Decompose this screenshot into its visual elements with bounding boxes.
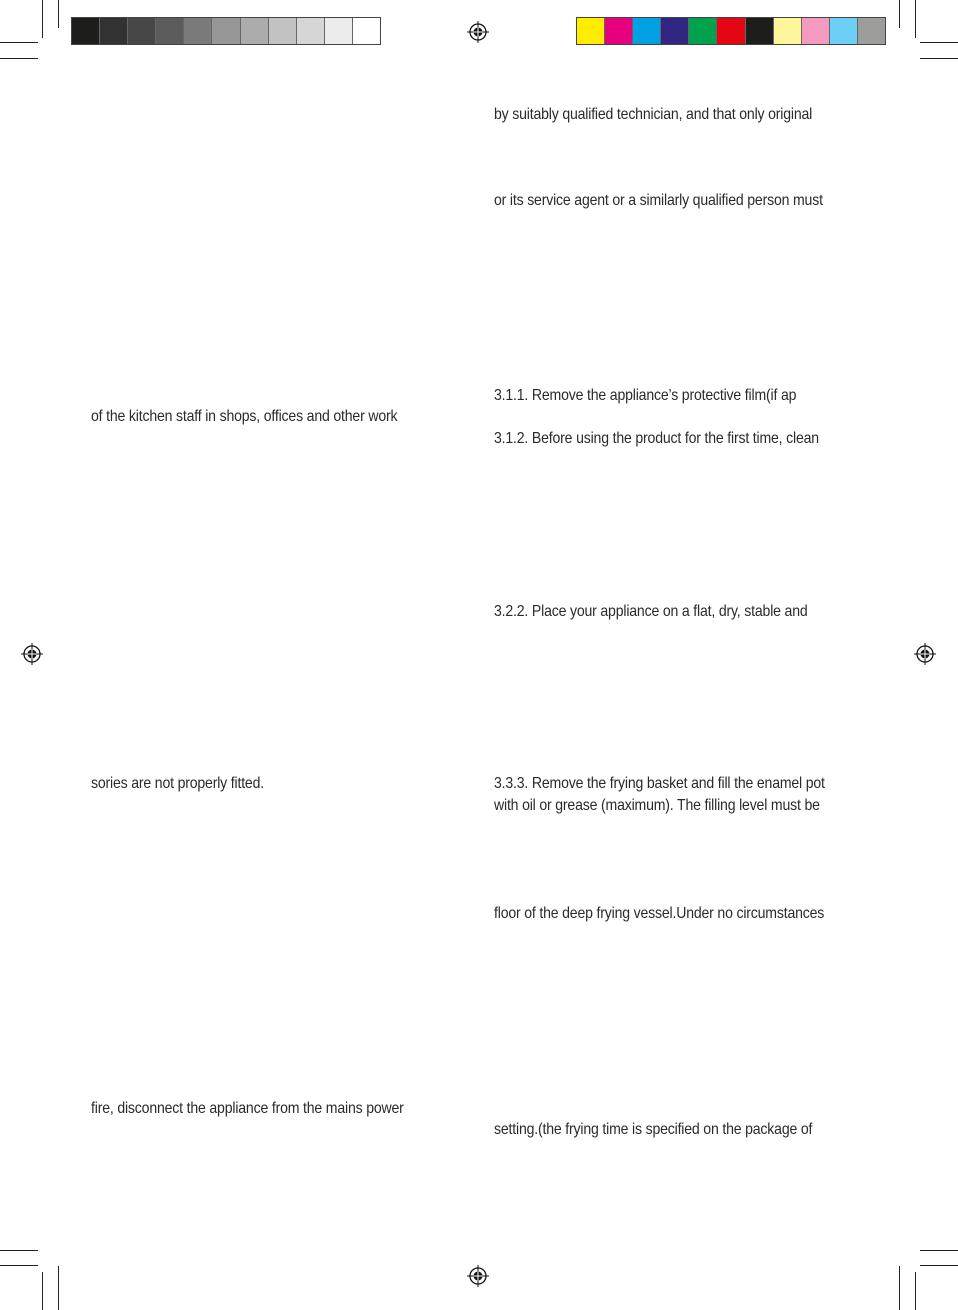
crop-mark — [899, 1266, 900, 1310]
registration-target-icon — [21, 643, 43, 665]
crop-mark — [899, 0, 900, 28]
crop-mark — [920, 58, 958, 59]
color-swatch — [660, 18, 688, 44]
text-line: with oil or grease (maximum). The filling level must be — [494, 797, 820, 814]
text-line: 3.1.1. Remove the appliance’s protective film(if ap — [494, 387, 797, 404]
gray-swatch — [352, 18, 380, 44]
crop-mark — [0, 1265, 38, 1266]
crop-mark — [915, 0, 916, 38]
color-swatch — [857, 18, 885, 44]
crop-mark — [920, 42, 958, 43]
color-swatch — [773, 18, 801, 44]
text-line: 3.2.2. Place your appliance on a flat, dry, stable and — [494, 603, 808, 620]
text-line: floor of the deep frying vessel.Under no circumstances — [494, 905, 825, 922]
crop-mark — [58, 0, 59, 28]
color-swatch — [604, 18, 632, 44]
registration-target-icon — [467, 21, 489, 43]
gray-swatch — [155, 18, 183, 44]
crop-mark — [0, 42, 38, 43]
gray-swatch — [72, 18, 99, 44]
text-line: 3.3.3. Remove the frying basket and fill the enamel pot — [494, 775, 825, 792]
color-swatch — [716, 18, 744, 44]
gray-swatch — [183, 18, 211, 44]
color-bar — [576, 17, 886, 45]
gray-swatch — [240, 18, 268, 44]
registration-target-icon — [914, 643, 936, 665]
crop-mark — [920, 1250, 958, 1251]
color-swatch — [829, 18, 857, 44]
text-line: or its service agent or a similarly qualified person must — [494, 192, 823, 209]
crop-mark — [0, 1250, 38, 1251]
crop-mark — [0, 58, 38, 59]
crop-mark — [42, 0, 43, 38]
gray-swatch — [99, 18, 127, 44]
text-line: sories are not properly fitted. — [91, 775, 264, 792]
gray-swatch — [127, 18, 155, 44]
color-swatch — [745, 18, 773, 44]
crop-mark — [58, 1266, 59, 1310]
color-swatch — [801, 18, 829, 44]
crop-mark — [42, 1272, 43, 1310]
gray-swatch — [324, 18, 352, 44]
gray-scale-bar — [71, 17, 381, 45]
color-swatch — [688, 18, 716, 44]
gray-swatch — [211, 18, 239, 44]
crop-mark — [915, 1272, 916, 1310]
gray-swatch — [296, 18, 324, 44]
text-line: by suitably qualified technician, and that only original — [494, 106, 813, 123]
text-line: setting.(the frying time is specified on the package of — [494, 1121, 813, 1138]
gray-swatch — [268, 18, 296, 44]
registration-target-icon — [467, 1265, 489, 1287]
text-line: fire, disconnect the appliance from the mains power — [91, 1100, 404, 1117]
crop-mark — [920, 1265, 958, 1266]
color-swatch — [577, 18, 604, 44]
text-line: 3.1.2. Before using the product for the first time, clean — [494, 430, 819, 447]
color-swatch — [632, 18, 660, 44]
text-line: of the kitchen staff in shops, offices and other work — [91, 408, 398, 425]
